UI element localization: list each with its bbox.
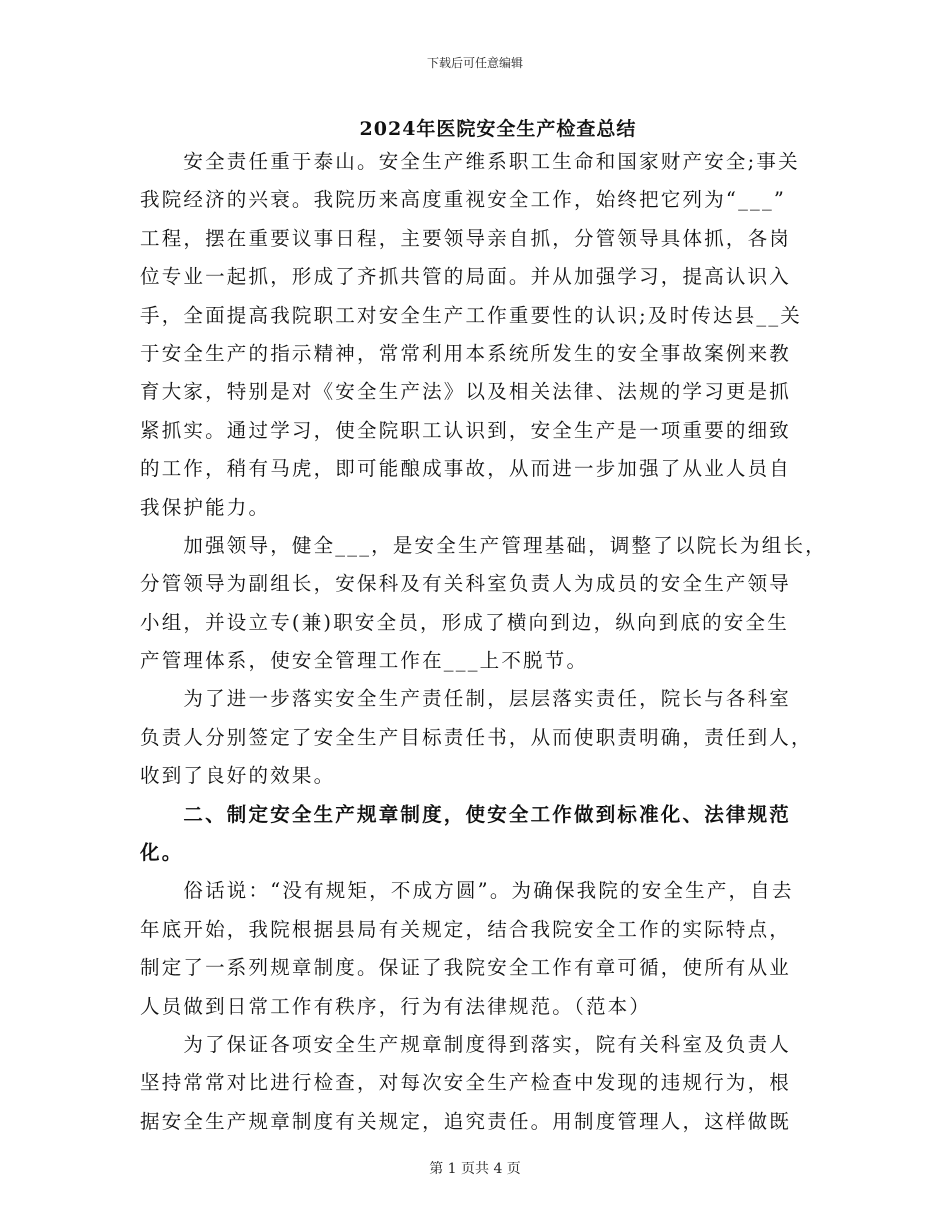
paragraph-line: 负责人分别签定了安全生产目标责任书，从而使职责明确，责任到人， [140,725,813,749]
paragraph-line: 我院经济的兴衰。我院历来高度重视安全工作，始终把它列为“___” [140,188,787,212]
paragraph-line: 为了保证各项安全生产规章制度得到落实，院有关科室及负责人 [140,1032,792,1056]
paragraph-line: 位专业一起抓，形成了齐抓共管的局面。并从加强学习，提高认识入 [140,265,792,289]
paragraph-line: 于安全生产的指示精神，常常利用本系统所发生的安全事故案例来教 [140,341,792,365]
paragraph-line: 我保护能力。 [140,495,271,519]
paragraph-line: 育大家，特别是对《安全生产法》以及相关法律、法规的学习更是抓 [140,380,792,404]
paragraph-line: 制定了一系列规章制度。保证了我院安全工作有章可循，使所有从业 [140,956,792,980]
paragraph-line: 工程，摆在重要议事日程，主要领导亲自抓，分管领导具体抓，各岗 [140,226,792,250]
paragraph-line: 年底开始，我院根据县局有关规定，结合我院安全工作的实际特点， [140,917,792,941]
page-header: 下载后可任意编辑 [426,56,523,70]
paragraph-line: 手，全面提高我院职工对安全生产工作重要性的认识;及时传达县__关 [140,303,802,327]
paragraph-line: 小组，并设立专(兼)职安全员，形成了横向到边，纵向到底的安全生 [140,610,789,634]
paragraph-line: 人员做到日常工作有秩序，行为有法律规范。（范本） [140,994,652,1018]
paragraph-line: 产管理体系，使安全管理工作在___上不脱节。 [140,649,589,673]
section-heading-line: 化。 [140,841,184,865]
document-body [140,150,828,1148]
paragraph-line: 紧抓实。通过学习，使全院职工认识到，安全生产是一项重要的细致 [140,418,792,442]
paragraph-line: 分管领导为副组长，安保科及有关科室负责人为成员的安全生产领导 [140,572,792,596]
section-heading-line: 二、制定安全生产规章制度，使安全工作做到标准化、法律规范 [140,802,792,826]
paragraph-line: 加强领导，健全___，是安全生产管理基础，调整了以院长为组长， [140,533,827,557]
paragraph-line: 收到了良好的效果。 [140,764,336,788]
paragraph-line: 坚持常常对比进行检查，对每次安全生产检查中发现的违规行为，根 [140,1071,792,1095]
paragraph-line: 安全责任重于泰山。安全生产维系职工生命和国家财产安全;事关 [140,150,800,173]
paragraph-line: 俗话说：“没有规矩，不成方圆”。为确保我院的安全生产，自去 [140,879,794,903]
paragraph-line: 据安全生产规章制度有关规定，追究责任。用制度管理人，这样做既 [140,1109,792,1133]
paragraph-line: 为了进一步落实安全生产责任制，层层落实责任，院长与各科室 [140,687,792,711]
paragraph-line: 的工作，稍有马虎，即可能酿成事故，从而进一步加强了从业人员自 [140,457,792,481]
page-footer: 第 1 页共 4 页 [429,1161,521,1177]
document-title: 2024年医院安全生产检查总结 [359,118,637,140]
